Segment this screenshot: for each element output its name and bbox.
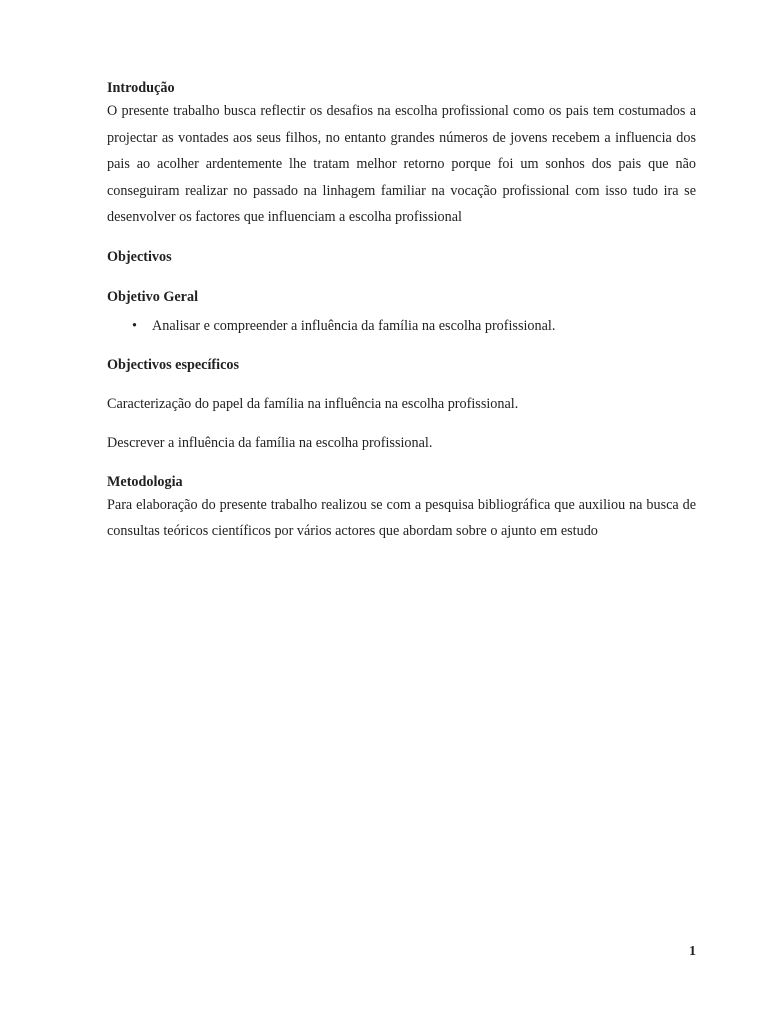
page-number: 1 <box>689 944 696 959</box>
section-heading-introducao: Introdução <box>107 80 175 96</box>
section-heading-metodologia: Metodologia <box>107 473 183 490</box>
metodologia-paragraph: Para elaboração do presente trabalho realizou se com a pesquisa bibliográfica que auxiliou na busca de consultas teóricos científicos por vários actores que abordam sobre o ajunto em estudo <box>107 496 696 539</box>
section-heading-objectivos-especificos: Objectivos específicos <box>107 356 239 373</box>
introducao-paragraph: O presente trabalho busca reflectir os desafios na escolha profissional como os pais tem costumados a projectar as vontades aos seus filhos, no entanto grandes números de jovens recebem a influencia dos pais ao acolher ardentemente lhe tratam melhor retorno porque foi um sonhos dos pais que não conseguiram realizar no passado na linhagem familiar na vocação profissional com isso tudo ira se desenvolver os factores que influenciam a escolha profissional <box>107 103 696 225</box>
objetivo-geral-item-text: Analisar e compreender a influência da família na escolha profissional. <box>152 317 556 334</box>
section-heading-objetivo-geral: Objetivo Geral <box>107 288 199 305</box>
objetivo-geral-list-item <box>107 316 696 336</box>
page-content <box>107 78 696 545</box>
objectivo-especifico-item: Descrever a influência da família na escolha profissional. <box>107 434 433 451</box>
objectivo-especifico-item: Caracterização do papel da família na influência na escolha profissional. <box>107 395 519 412</box>
bullet-icon: • <box>132 317 137 334</box>
section-heading-objectivos: Objectivos <box>107 248 172 265</box>
